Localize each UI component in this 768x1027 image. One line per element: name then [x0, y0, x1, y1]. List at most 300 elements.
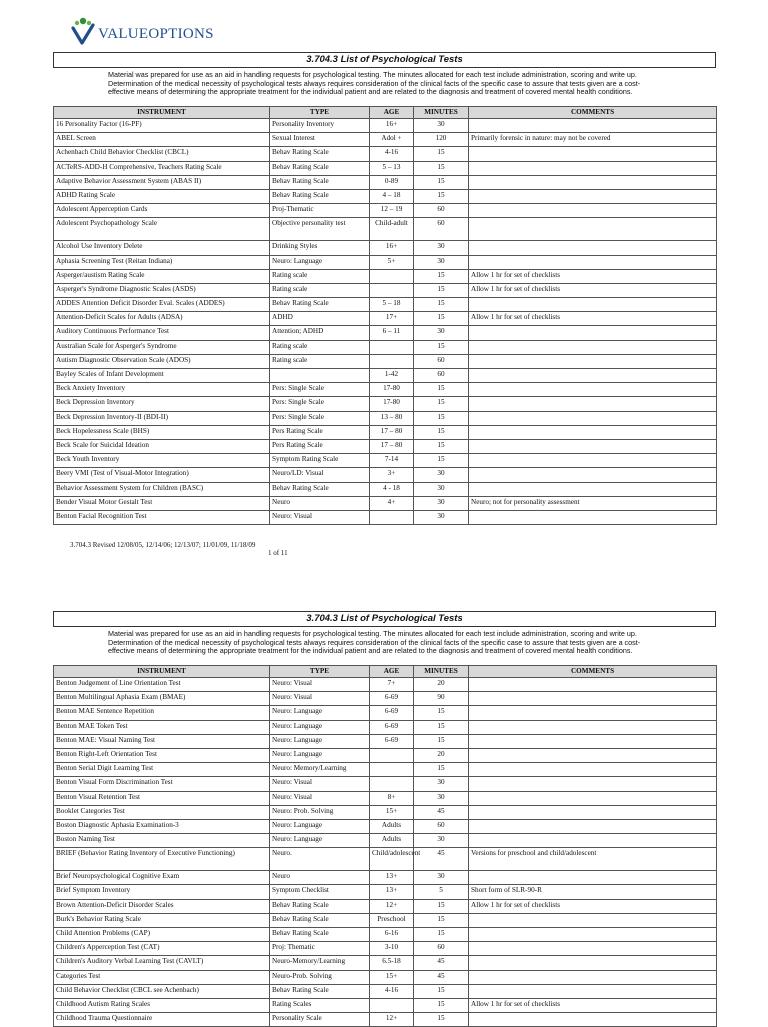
age-cell: 15+: [370, 970, 414, 984]
table-row: [54, 1013, 717, 1027]
type-cell: Pers: Single Scale: [270, 411, 370, 425]
minutes-cell: 15: [414, 283, 469, 297]
type-cell: Pers: Single Scale: [270, 397, 370, 411]
comments-cell: [469, 763, 717, 777]
comments-cell: [469, 678, 717, 692]
type-cell: Pers Rating Scale: [270, 439, 370, 453]
age-cell: 16+: [370, 241, 414, 255]
comments-cell: [469, 706, 717, 720]
minutes-cell: 15: [414, 454, 469, 468]
type-cell: Behav Rating Scale: [270, 899, 370, 913]
comments-cell: [469, 913, 717, 927]
minutes-cell: 15: [414, 734, 469, 748]
comments-cell: [469, 734, 717, 748]
age-cell: 3+: [370, 468, 414, 482]
type-cell: Pers Rating Scale: [270, 425, 370, 439]
comments-cell: [469, 161, 717, 175]
table-row: [54, 763, 717, 777]
instrument-cell: Benton MAE Sentence Repetition: [54, 706, 270, 720]
instrument-cell: Attention-Deficit Scales for Adults (ADSA): [54, 312, 270, 326]
minutes-cell: 15: [414, 706, 469, 720]
comments-cell: [469, 255, 717, 269]
page-1: [53, 52, 716, 525]
table-row: [54, 383, 717, 397]
comments-cell: [469, 1013, 717, 1027]
age-cell: 7+: [370, 678, 414, 692]
comments-cell: Allow 1 hr for set of checklists: [469, 283, 717, 297]
minutes-cell: 60: [414, 942, 469, 956]
instrument-cell: Children's Apperception Test (CAT): [54, 942, 270, 956]
type-cell: Symptom Checklist: [270, 885, 370, 899]
minutes-cell: 15: [414, 425, 469, 439]
type-cell: Rating scale: [270, 283, 370, 297]
type-cell: Neuro: Language: [270, 734, 370, 748]
age-cell: [370, 748, 414, 762]
type-cell: Neuro: Memory/Learning: [270, 763, 370, 777]
table-row: [54, 899, 717, 913]
instrument-cell: Beery VMI (Test of Visual-Motor Integration): [54, 468, 270, 482]
minutes-cell: 30: [414, 777, 469, 791]
instrument-cell: Autism Diagnostic Observation Scale (ADOS): [54, 354, 270, 368]
instrument-cell: Australian Scale for Asperger's Syndrome: [54, 340, 270, 354]
type-cell: Neuro: Visual: [270, 777, 370, 791]
type-cell: Rating Scales: [270, 998, 370, 1012]
minutes-cell: 5: [414, 885, 469, 899]
comments-cell: [469, 354, 717, 368]
age-cell: 8+: [370, 791, 414, 805]
instrument-cell: Bayley Scales of Infant Development: [54, 369, 270, 383]
age-cell: 6-69: [370, 692, 414, 706]
minutes-cell: 15: [414, 269, 469, 283]
minutes-cell: 15: [414, 928, 469, 942]
table-row: [54, 928, 717, 942]
type-cell: Neuro/LD: Visual: [270, 468, 370, 482]
minutes-cell: 15: [414, 998, 469, 1012]
type-cell: Personality Scale: [270, 1013, 370, 1027]
age-cell: [370, 269, 414, 283]
minutes-cell: 30: [414, 255, 469, 269]
minutes-cell: 60: [414, 204, 469, 218]
minutes-cell: 30: [414, 834, 469, 848]
age-cell: Child-adult: [370, 218, 414, 241]
comments-cell: [469, 204, 717, 218]
comments-cell: [469, 468, 717, 482]
instrument-cell: Asperger's Syndrome Diagnostic Scales (ASDS): [54, 283, 270, 297]
table-row: [54, 425, 717, 439]
comments-cell: [469, 383, 717, 397]
type-cell: Behav Rating Scale: [270, 147, 370, 161]
table-row: [54, 692, 717, 706]
type-cell: Rating scale: [270, 269, 370, 283]
instrument-cell: Alcohol Use Inventory Delete: [54, 241, 270, 255]
minutes-cell: 45: [414, 970, 469, 984]
minutes-cell: 60: [414, 218, 469, 241]
section-title: 3.704.3 List of Psychological Tests: [53, 611, 716, 627]
age-cell: [370, 283, 414, 297]
instrument-cell: 16 Personality Factor (16-PF): [54, 119, 270, 133]
age-cell: 4-16: [370, 147, 414, 161]
age-cell: 13+: [370, 885, 414, 899]
comments-cell: [469, 970, 717, 984]
age-cell: Child/adolescent: [370, 848, 414, 871]
age-cell: Adults: [370, 834, 414, 848]
table-row: [54, 942, 717, 956]
table-row: [54, 255, 717, 269]
age-cell: [370, 998, 414, 1012]
comments-cell: [469, 984, 717, 998]
minutes-cell: 30: [414, 496, 469, 510]
minutes-cell: 30: [414, 482, 469, 496]
minutes-cell: 60: [414, 369, 469, 383]
instrument-cell: Childhood Autism Rating Scales: [54, 998, 270, 1012]
minutes-cell: 30: [414, 119, 469, 133]
minutes-cell: 15: [414, 984, 469, 998]
age-cell: [370, 340, 414, 354]
comments-cell: [469, 411, 717, 425]
page-2: [53, 611, 716, 1027]
type-cell: Neuro: Visual: [270, 692, 370, 706]
table-row: [54, 326, 717, 340]
valueoptions-logo: [70, 14, 214, 48]
table-row: [54, 510, 717, 524]
comments-cell: Neuro; not for personality assessment: [469, 496, 717, 510]
table-row: [54, 805, 717, 819]
table-row: [54, 734, 717, 748]
minutes-cell: 60: [414, 354, 469, 368]
age-cell: 6 – 11: [370, 326, 414, 340]
minutes-cell: 15: [414, 720, 469, 734]
age-cell: 1-42: [370, 369, 414, 383]
table-row: [54, 496, 717, 510]
comments-cell: [469, 942, 717, 956]
minutes-cell: 60: [414, 819, 469, 833]
age-cell: 12+: [370, 1013, 414, 1027]
comments-cell: [469, 777, 717, 791]
instrument-cell: Beck Depression Inventory-II (BDI-II): [54, 411, 270, 425]
minutes-cell: 30: [414, 326, 469, 340]
table-row: [54, 848, 717, 871]
table-row: [54, 834, 717, 848]
age-cell: 12 – 19: [370, 204, 414, 218]
comments-cell: [469, 805, 717, 819]
instrument-cell: Beck Anxiety Inventory: [54, 383, 270, 397]
age-cell: 15+: [370, 805, 414, 819]
type-cell: [270, 369, 370, 383]
type-cell: Neuro: [270, 496, 370, 510]
instrument-cell: ABEL Screen: [54, 133, 270, 147]
table-row: [54, 720, 717, 734]
type-cell: Behav Rating Scale: [270, 298, 370, 312]
type-cell: Neuro: Prob. Solving: [270, 805, 370, 819]
minutes-cell: 15: [414, 913, 469, 927]
age-cell: 12+: [370, 899, 414, 913]
minutes-cell: 15: [414, 298, 469, 312]
age-cell: [370, 510, 414, 524]
age-cell: 3-10: [370, 942, 414, 956]
table-row: [54, 998, 717, 1012]
table-row: [54, 241, 717, 255]
minutes-cell: 15: [414, 340, 469, 354]
table-row: [54, 956, 717, 970]
instrument-cell: Adolescent Apperception Cards: [54, 204, 270, 218]
type-cell: Proj-Thematic: [270, 204, 370, 218]
minutes-cell: 15: [414, 397, 469, 411]
table-row: [54, 454, 717, 468]
table-header-row: [54, 107, 717, 119]
type-cell: Neuro: Language: [270, 706, 370, 720]
comments-cell: [469, 871, 717, 885]
comments-cell: [469, 454, 717, 468]
header-age: AGE: [370, 107, 414, 119]
comments-cell: [469, 819, 717, 833]
logo-check-icon: [70, 16, 96, 46]
comments-cell: [469, 189, 717, 203]
minutes-cell: 30: [414, 510, 469, 524]
age-cell: 7-14: [370, 454, 414, 468]
type-cell: Behav Rating Scale: [270, 928, 370, 942]
table-row: [54, 970, 717, 984]
header-comments: COMMENTS: [469, 107, 717, 119]
comments-cell: [469, 369, 717, 383]
instrument-cell: Beck Youth Inventory: [54, 454, 270, 468]
table-row: [54, 298, 717, 312]
instrument-cell: Bender Visual Motor Gestalt Test: [54, 496, 270, 510]
section-title: 3.704.3 List of Psychological Tests: [53, 52, 716, 68]
instrument-cell: Brown Attention-Deficit Disorder Scales: [54, 899, 270, 913]
minutes-cell: 15: [414, 1013, 469, 1027]
comments-cell: [469, 439, 717, 453]
age-cell: 6-16: [370, 928, 414, 942]
age-cell: 13+: [370, 871, 414, 885]
table-row: [54, 706, 717, 720]
age-cell: Adults: [370, 819, 414, 833]
comments-cell: Primarily forensic in nature: may not be covered: [469, 133, 717, 147]
table-row: [54, 147, 717, 161]
table-row: [54, 397, 717, 411]
minutes-cell: 15: [414, 763, 469, 777]
type-cell: Drinking Styles: [270, 241, 370, 255]
comments-cell: [469, 748, 717, 762]
age-cell: 16+: [370, 119, 414, 133]
header-comments: COMMENTS: [469, 666, 717, 678]
age-cell: 5 – 13: [370, 161, 414, 175]
type-cell: Behav Rating Scale: [270, 984, 370, 998]
minutes-cell: 15: [414, 439, 469, 453]
age-cell: 6.5-18: [370, 956, 414, 970]
instrument-cell: Benton Visual Form Discrimination Test: [54, 777, 270, 791]
minutes-cell: 30: [414, 241, 469, 255]
instrument-cell: ADDES Attention Deficit Disorder Eval. Scales (ADDES): [54, 298, 270, 312]
minutes-cell: 20: [414, 678, 469, 692]
comments-cell: Short form of SLR-90-R: [469, 885, 717, 899]
age-cell: 6-69: [370, 706, 414, 720]
instrument-cell: Brief Neuropsychological Cognitive Exam: [54, 871, 270, 885]
type-cell: Symptom Rating Scale: [270, 454, 370, 468]
header-type: TYPE: [270, 107, 370, 119]
table-row: [54, 791, 717, 805]
instrument-cell: Benton Visual Retention Test: [54, 791, 270, 805]
comments-cell: [469, 175, 717, 189]
table-row: [54, 218, 717, 241]
tests-table-page-2: [53, 665, 717, 1027]
minutes-cell: 45: [414, 805, 469, 819]
type-cell: Behav Rating Scale: [270, 482, 370, 496]
comments-cell: [469, 834, 717, 848]
type-cell: Neuro: Visual: [270, 791, 370, 805]
type-cell: Neuro: Visual: [270, 678, 370, 692]
instrument-cell: Childhood Trauma Questionnaire: [54, 1013, 270, 1027]
comments-cell: [469, 218, 717, 241]
table-row: [54, 913, 717, 927]
age-cell: 5 – 18: [370, 298, 414, 312]
table-row: [54, 175, 717, 189]
age-cell: [370, 354, 414, 368]
header-minutes: MINUTES: [414, 107, 469, 119]
header-minutes: MINUTES: [414, 666, 469, 678]
type-cell: Personality Inventory: [270, 119, 370, 133]
comments-cell: [469, 956, 717, 970]
comments-cell: [469, 482, 717, 496]
type-cell: Proj: Thematic: [270, 942, 370, 956]
table-row: [54, 678, 717, 692]
instrument-cell: Boston Naming Test: [54, 834, 270, 848]
instrument-cell: Achenbach Child Behavior Checklist (CBCL): [54, 147, 270, 161]
instrument-cell: Behavior Assessment System for Children (BASC): [54, 482, 270, 496]
age-cell: 17-80: [370, 383, 414, 397]
table-row: [54, 819, 717, 833]
instrument-cell: Auditory Continuous Performance Test: [54, 326, 270, 340]
type-cell: Neuro: Language: [270, 819, 370, 833]
minutes-cell: 15: [414, 899, 469, 913]
table-row: [54, 468, 717, 482]
table-row: [54, 885, 717, 899]
age-cell: 6-69: [370, 720, 414, 734]
comments-cell: [469, 147, 717, 161]
minutes-cell: 15: [414, 383, 469, 397]
footer-page-number: 1 of 11: [268, 549, 288, 557]
table-row: [54, 354, 717, 368]
table-row: [54, 204, 717, 218]
instrument-cell: Booklet Categories Test: [54, 805, 270, 819]
comments-cell: [469, 791, 717, 805]
instrument-cell: Adaptive Behavior Assessment System (ABAS II): [54, 175, 270, 189]
table-row: [54, 748, 717, 762]
type-cell: Behav Rating Scale: [270, 161, 370, 175]
instrument-cell: Benton MAE Token Test: [54, 720, 270, 734]
instrument-cell: ACTeRS-ADD-H Comprehensive, Teachers Rating Scale: [54, 161, 270, 175]
instrument-cell: Benton Judgement of Line Orientation Test: [54, 678, 270, 692]
minutes-cell: 15: [414, 175, 469, 189]
instrument-cell: Benton Serial Digit Learning Test: [54, 763, 270, 777]
age-cell: 17 – 80: [370, 439, 414, 453]
minutes-cell: 15: [414, 189, 469, 203]
instrument-cell: Aphasia Screening Test (Reitan Indiana): [54, 255, 270, 269]
type-cell: Neuro: Language: [270, 748, 370, 762]
instrument-cell: BRIEF (Behavior Rating Inventory of Executive Functioning): [54, 848, 270, 871]
table-row: [54, 984, 717, 998]
table-header-row: [54, 666, 717, 678]
comments-cell: [469, 928, 717, 942]
instrument-cell: Adolescent Psychopathology Scale: [54, 218, 270, 241]
table-row: [54, 340, 717, 354]
age-cell: 6-69: [370, 734, 414, 748]
comments-cell: [469, 720, 717, 734]
table-row: [54, 161, 717, 175]
age-cell: 17-80: [370, 397, 414, 411]
instrument-cell: Beck Hopelessness Scale (BHS): [54, 425, 270, 439]
type-cell: Rating scale: [270, 340, 370, 354]
type-cell: Neuro.: [270, 848, 370, 871]
comments-cell: [469, 425, 717, 439]
age-cell: 4+: [370, 496, 414, 510]
minutes-cell: 15: [414, 147, 469, 161]
comments-cell: [469, 241, 717, 255]
header-age: AGE: [370, 666, 414, 678]
type-cell: Neuro: [270, 871, 370, 885]
logo-text: VALUEOPTIONS: [98, 25, 214, 42]
table-row: [54, 369, 717, 383]
type-cell: Behav Rating Scale: [270, 175, 370, 189]
header-instrument: INSTRUMENT: [54, 107, 270, 119]
type-cell: Pers: Single Scale: [270, 383, 370, 397]
instrument-cell: Child Behavior Checklist (CBCL see Achenbach): [54, 984, 270, 998]
comments-cell: Allow 1 hr for set of checklists: [469, 899, 717, 913]
table-row: [54, 871, 717, 885]
age-cell: 4 – 18: [370, 189, 414, 203]
instrument-cell: Categories Test: [54, 970, 270, 984]
comments-cell: [469, 326, 717, 340]
minutes-cell: 45: [414, 956, 469, 970]
instrument-cell: Benton Facial Recognition Test: [54, 510, 270, 524]
age-cell: 4 - 18: [370, 482, 414, 496]
age-cell: 13 – 80: [370, 411, 414, 425]
type-cell: Attention; ADHD: [270, 326, 370, 340]
instrument-cell: Burk's Behavior Rating Scale: [54, 913, 270, 927]
age-cell: 17 – 80: [370, 425, 414, 439]
instrument-cell: Asperger/austism Rating Scale: [54, 269, 270, 283]
comments-cell: Allow 1 hr for set of checklists: [469, 998, 717, 1012]
type-cell: Neuro: Visual: [270, 510, 370, 524]
minutes-cell: 20: [414, 748, 469, 762]
instrument-cell: Benton Multilingual Aphasia Exam (BMAE): [54, 692, 270, 706]
age-cell: [370, 763, 414, 777]
age-cell: 0-89: [370, 175, 414, 189]
instrument-cell: Children's Auditory Verbal Learning Test (CAVLT): [54, 956, 270, 970]
type-cell: Neuro-Prob. Solving: [270, 970, 370, 984]
minutes-cell: 30: [414, 468, 469, 482]
age-cell: 17+: [370, 312, 414, 326]
type-cell: Objective personality test: [270, 218, 370, 241]
table-row: [54, 119, 717, 133]
type-cell: Rating scale: [270, 354, 370, 368]
minutes-cell: 120: [414, 133, 469, 147]
type-cell: Neuro-Memory/Learning: [270, 956, 370, 970]
comments-cell: [469, 298, 717, 312]
minutes-cell: 15: [414, 411, 469, 425]
comments-cell: Versions for preschool and child/adolescent: [469, 848, 717, 871]
minutes-cell: 15: [414, 312, 469, 326]
age-cell: 5+: [370, 255, 414, 269]
header-instrument: INSTRUMENT: [54, 666, 270, 678]
minutes-cell: 30: [414, 791, 469, 805]
minutes-cell: 45: [414, 848, 469, 871]
table-row: [54, 283, 717, 297]
table-row: [54, 269, 717, 283]
instrument-cell: Benton Right-Left Orientation Test: [54, 748, 270, 762]
comments-cell: [469, 510, 717, 524]
type-cell: Neuro: Language: [270, 834, 370, 848]
comments-cell: [469, 119, 717, 133]
